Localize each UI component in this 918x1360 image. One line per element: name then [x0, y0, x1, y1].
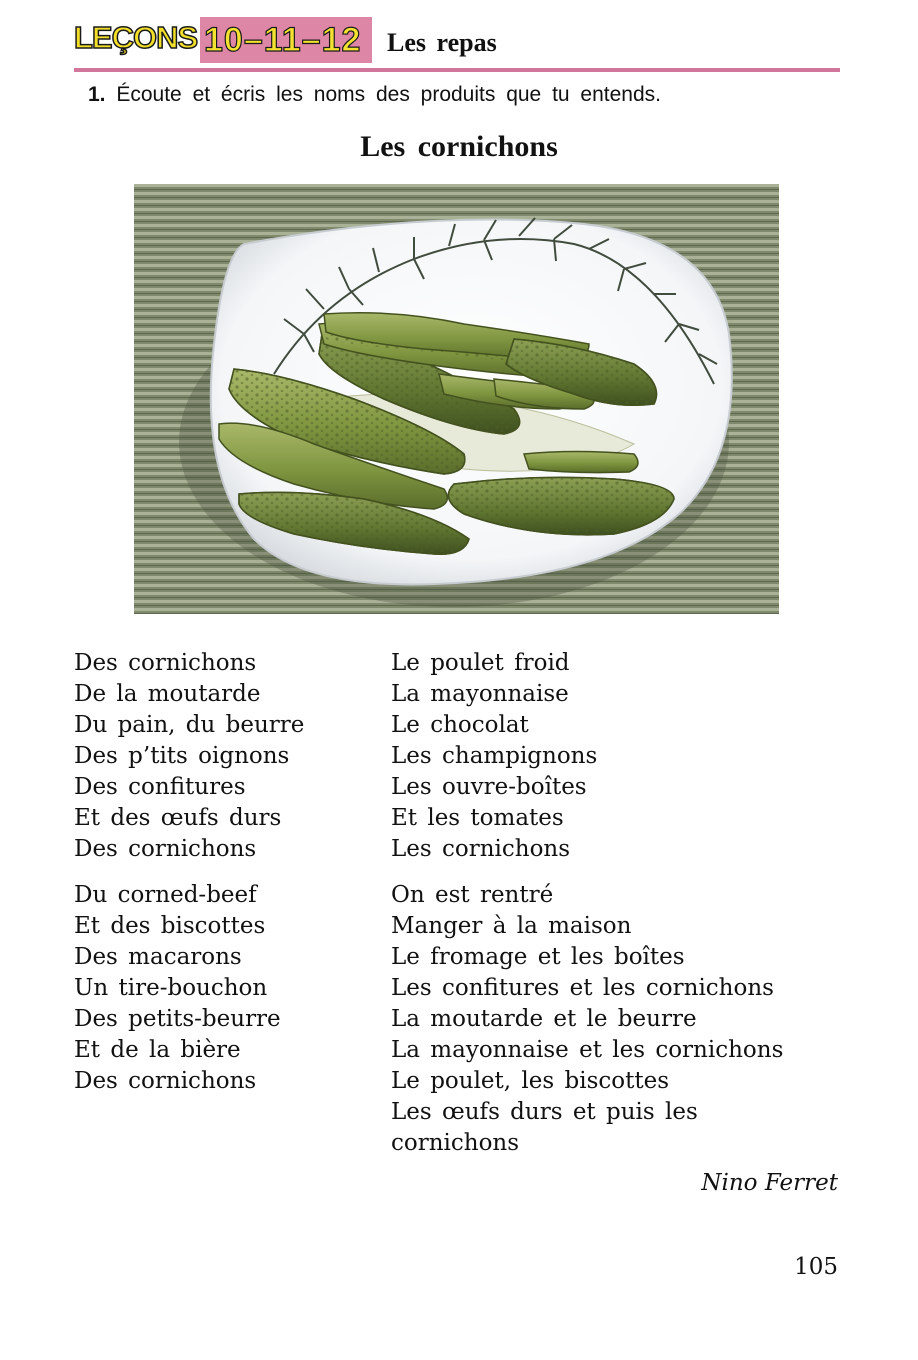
poem-line: Des cornichons — [74, 836, 257, 862]
page-number: 105 — [794, 1254, 838, 1280]
poem-line: La mayonnaise — [391, 681, 569, 707]
poem-line: Le poulet, les biscottes — [391, 1068, 670, 1094]
stanza1-right-column — [391, 648, 597, 865]
poem-line: Manger à la maison — [391, 913, 632, 939]
poem-line: Du corned-beef — [74, 882, 257, 908]
poem-line: Les ouvre-boîtes — [391, 774, 587, 800]
lecons-label: LEÇONS — [74, 20, 198, 55]
poem-line: Et des biscottes — [74, 913, 266, 939]
poem-line: Et les tomates — [391, 805, 564, 831]
poem-line: Des petits-beurre — [74, 1006, 281, 1032]
poem-line: Et de la bière — [74, 1037, 241, 1063]
stanza2-right-column — [391, 880, 783, 1159]
poem-line: Des confitures — [74, 774, 246, 800]
poem-line: Les confitures et les cornichons — [391, 975, 774, 1001]
poem-line: Les œufs durs et puis les — [391, 1099, 698, 1125]
poem-line: Le chocolat — [391, 712, 529, 738]
poem-line: Les cornichons — [391, 836, 571, 862]
stanza2-left-column — [74, 880, 281, 1097]
poem-line: Un tire-bouchon — [74, 975, 268, 1001]
exercise-number: 1. — [88, 83, 106, 106]
poem-line: Les champignons — [391, 743, 598, 769]
poem-line: Des macarons — [74, 944, 242, 970]
lesson-numbers: 10–11–12 — [204, 21, 362, 59]
poem-title: Les cornichons — [360, 130, 558, 163]
poem-line: Des p’tits oignons — [74, 743, 290, 769]
stanza1-left-column — [74, 648, 304, 865]
poem-line: De la moutarde — [74, 681, 261, 707]
poem-line: Et des œufs durs — [74, 805, 282, 831]
poem-line: Le poulet froid — [391, 650, 570, 676]
poem-line: On est rentré — [391, 882, 554, 908]
header-rule — [74, 68, 840, 72]
lesson-title: Les repas — [387, 28, 497, 57]
poem-line: Des cornichons — [74, 1068, 257, 1094]
poem-line: Des cornichons — [74, 650, 257, 676]
pickles-photo — [134, 184, 779, 614]
poem-line: Le fromage et les boîtes — [391, 944, 685, 970]
exercise-text: Écoute et écris les noms des produits que tu entends. — [116, 83, 661, 106]
poem-line: Du pain, du beurre — [74, 712, 305, 738]
poem-author: Nino Ferret — [701, 1170, 838, 1196]
poem-line: cornichons — [391, 1130, 520, 1156]
poem-line: La moutarde et le beurre — [391, 1006, 697, 1032]
exercise-instruction — [88, 83, 661, 107]
poem-line: La mayonnaise et les cornichons — [391, 1037, 784, 1063]
